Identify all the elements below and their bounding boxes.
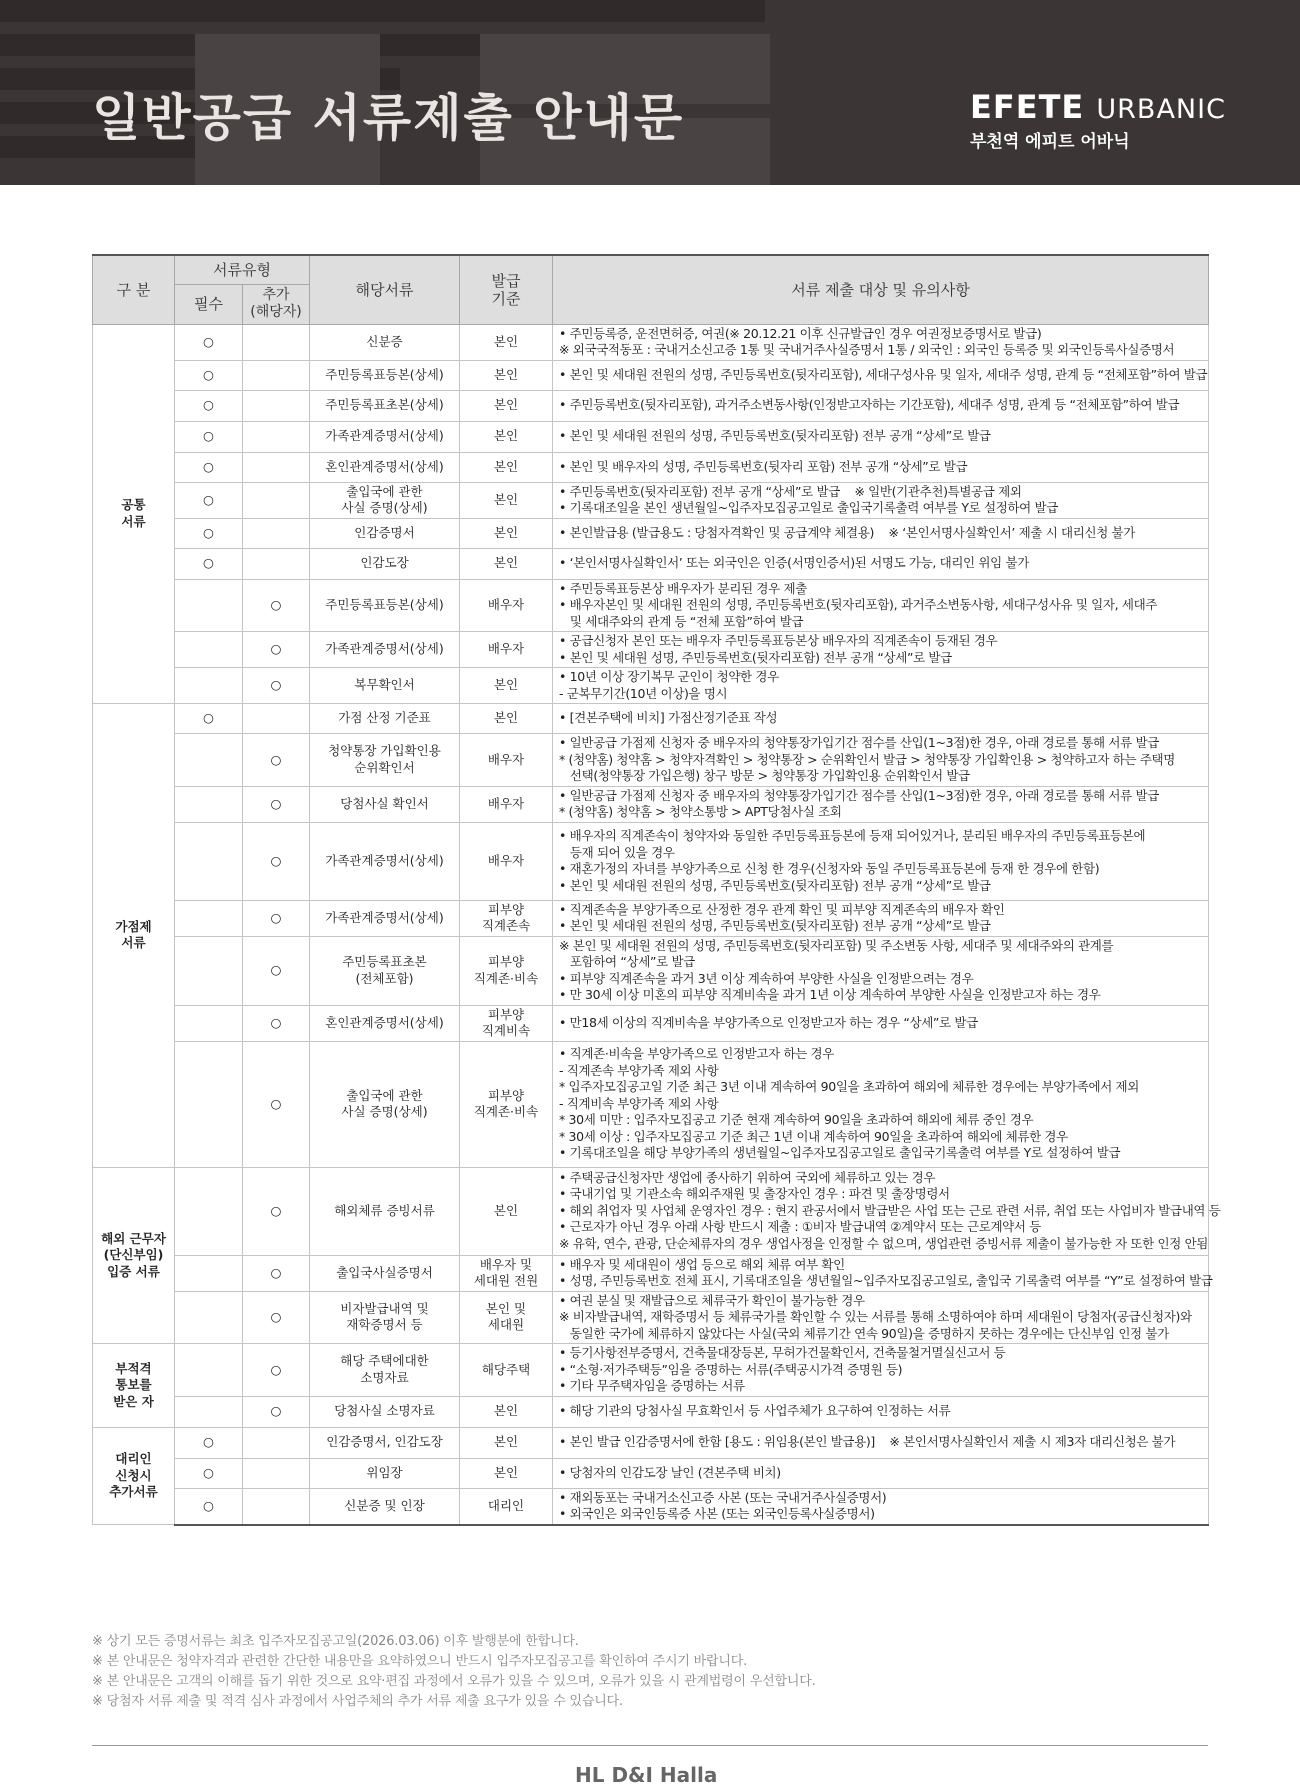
required-mark-cell [175, 1041, 243, 1167]
table-row [93, 579, 1209, 632]
required-mark-cell [175, 632, 243, 668]
note-line: • 해외 취업자 및 사업체 운영자인 경우 : 현지 관공서에서 발급받은 사업 또는 근로 관련 서류, 취업 또는 사업비자 발급내역 등 [559, 1202, 1221, 1218]
issue-basis-cell: 본인 및 세대원 [460, 1291, 553, 1344]
document-name-cell: 가족관계증명서(상세) [310, 632, 460, 668]
notes-cell [553, 936, 1209, 1005]
additional-mark-cell [243, 324, 310, 360]
document-name-cell: 당첨사실 소명자료 [310, 1396, 460, 1427]
issue-basis-cell: 본인 [460, 668, 553, 704]
additional-mark-cell: ○ [243, 1396, 310, 1427]
required-mark-cell: ○ [175, 1458, 243, 1488]
brand-main: EFETE [970, 88, 1085, 126]
header-doc-type: 서류유형 [175, 255, 310, 284]
issue-basis-cell: 본인 [460, 452, 553, 482]
document-name-cell: 주민등록표등본(상세) [310, 360, 460, 390]
required-mark-cell [175, 1344, 243, 1397]
document-name-cell: 출입국에 관한 사실 증명(상세) [310, 1041, 460, 1167]
document-name-cell: 가족관계증명서(상세) [310, 900, 460, 936]
issue-basis-cell: 본인 [460, 1167, 553, 1255]
document-name-cell: 주민등록표초본 (전체포함) [310, 936, 460, 1005]
table-row [93, 1167, 1209, 1255]
table-row [93, 360, 1209, 390]
issue-basis-cell: 본인 [460, 1458, 553, 1488]
note-line: • 재혼가정의 자녀를 부양가족으로 신청 한 경우(신청자와 동일 주민등록표등본에 등재 한 경우에 한함) [559, 861, 1100, 876]
table-row [93, 1488, 1209, 1525]
additional-mark-cell [243, 360, 310, 390]
required-mark-cell [175, 900, 243, 936]
note-line: * 입주자모집공고일 기준 최근 3년 이내 계속하여 90일을 초과하여 해외에 체류한 경우에는 부양가족에서 제외 [559, 1079, 1139, 1095]
additional-mark-cell: ○ [243, 822, 310, 900]
notes-cell [553, 452, 1209, 482]
category-cell: 해외 근무자 (단신부임) 입증 서류 [93, 1167, 175, 1344]
notes-cell [553, 668, 1209, 704]
note-line: • 재외동포는 국내거소신고증 사본 (또는 국내거주사실증명서) [559, 1489, 887, 1505]
header-document: 해당서류 [310, 255, 460, 324]
footnote: ※ 상기 모든 증명서류는 최초 입주자모집공고일(2026.03.06) 이후 발행분에 한합니다. [92, 1634, 579, 1649]
note-line: • 피부양 직계존속을 과거 3년 이상 계속하여 부양한 사실을 인정받으려는 경우 [559, 970, 974, 986]
additional-mark-cell [243, 390, 310, 421]
issue-basis-cell: 본인 [460, 421, 553, 452]
note-line: • 주민등록표등본상 배우자가 분리된 경우 제출 [559, 580, 807, 596]
note-line: * 30세 이상 : 입주자모집공고 기준 최근 1년 이내 계속하여 90일을 초과하여 해외에 체류한 경우 [559, 1128, 1068, 1144]
required-mark-cell: ○ [175, 1427, 243, 1458]
page-header [0, 0, 1300, 185]
category-cell: 공통 서류 [93, 324, 175, 704]
required-mark-cell [175, 1167, 243, 1255]
notes-cell [553, 360, 1209, 390]
notes-cell [553, 900, 1209, 936]
note-line: • 당첨자의 인감도장 날인 (견본주택 비치) [559, 1464, 781, 1480]
footnote: ※ 본 안내문은 청약자격과 관련한 간단한 내용만을 요약하였으니 반드시 입주자모집공고를 확인하여 주시기 바랍니다. [92, 1654, 747, 1669]
page-title: 일반공급 서류제출 안내문 [92, 89, 685, 147]
issue-basis-cell: 피부양 직계존속 [460, 900, 553, 936]
additional-mark-cell: ○ [243, 1041, 310, 1167]
issue-basis-cell: 본인 [460, 324, 553, 360]
note-line: 포함하여 “상세”로 발급 [559, 954, 695, 969]
company-logo: HL D&I Halla [575, 1763, 718, 1787]
notes-cell [553, 1396, 1209, 1427]
table-row [93, 518, 1209, 548]
required-mark-cell: ○ [175, 360, 243, 390]
document-name-cell: 비자발급내역 및 재학증명서 등 [310, 1291, 460, 1344]
document-name-cell: 출입국에 관한 사실 증명(상세) [310, 482, 460, 518]
table-row [93, 734, 1209, 787]
table-row [93, 1291, 1209, 1344]
table-row [93, 324, 1209, 360]
issue-basis-cell: 피부양 직계비속 [460, 1005, 553, 1041]
note-line: • 만 30세 이상 미혼의 피부양 직계비속을 과거 1년 이상 계속하여 부양한 사실을 인정받고자 하는 경우 [559, 987, 1101, 1002]
document-name-cell: 해외체류 증빙서류 [310, 1167, 460, 1255]
note-line: • 주민등록번호(뒷자리포함), 과거주소변동사항(인정받고자하는 기간포함), 세대주 성명, 관계 등 “전체포함”하여 발급 [559, 397, 1180, 413]
note-line: • 본인 및 세대원 전원의 성명, 주민등록번호(뒷자리포함) 전부 공개 “상세”로 발급 [559, 918, 991, 933]
table-row [93, 1396, 1209, 1427]
issue-basis-cell: 배우자 [460, 579, 553, 632]
additional-mark-cell [243, 704, 310, 734]
table-row [93, 822, 1209, 900]
additional-mark-cell: ○ [243, 632, 310, 668]
note-line: • [견본주택에 비치] 가점산정기준표 작성 [559, 710, 778, 726]
notes-cell [553, 1458, 1209, 1488]
additional-mark-cell: ○ [243, 579, 310, 632]
additional-mark-cell [243, 1427, 310, 1458]
required-mark-cell [175, 786, 243, 822]
document-name-cell: 위임장 [310, 1458, 460, 1488]
document-name-cell: 당첨사실 확인서 [310, 786, 460, 822]
document-name-cell: 혼인관계증명서(상세) [310, 1005, 460, 1041]
required-mark-cell: ○ [175, 704, 243, 734]
note-line: ※ 비자발급내역, 재학증명서 등 체류국가를 확인할 수 있는 서류를 통해 소명하여야 하며 세대원이 당첨자(공급신청자)와 [559, 1309, 1192, 1324]
issue-basis-cell: 해당주택 [460, 1344, 553, 1397]
document-name-cell: 혼인관계증명서(상세) [310, 452, 460, 482]
table-row [93, 390, 1209, 421]
additional-mark-cell [243, 482, 310, 518]
required-mark-cell: ○ [175, 324, 243, 360]
notes-cell [553, 1344, 1209, 1397]
issue-basis-cell: 본인 [460, 390, 553, 421]
footnote: ※ 본 안내문은 고객의 이해를 돕기 위한 것으로 요약·편집 과정에서 오류가 있을 수 있으며, 오류가 있을 시 관계법령이 우선합니다. [92, 1674, 816, 1689]
document-name-cell: 신분증 및 인장 [310, 1488, 460, 1525]
table-row [93, 1344, 1209, 1397]
note-line: • 여권 분실 및 재발급으로 체류국가 확인이 불가능한 경우 [559, 1292, 865, 1308]
note-line: • 등기사항전부증명서, 건축물대장등본, 무허가건물확인서, 건축물철거멸실신고서 등 [559, 1345, 1006, 1360]
category-cell: 대리인 신청시 추가서류 [93, 1427, 175, 1525]
additional-mark-cell [243, 518, 310, 548]
brand-logo [970, 88, 1226, 126]
table-row [93, 1427, 1209, 1458]
notes-cell [553, 548, 1209, 579]
table-row [93, 548, 1209, 579]
note-line: • 본인 및 세대원 성명, 주민등록번호(뒷자리포함) 전부 공개 “상세”로 발급 [559, 649, 952, 665]
note-line: • 공급신청자 본인 또는 배우자 주민등록표등본상 배우자의 직계존속이 등재된 경우 [559, 633, 998, 648]
table-row [93, 704, 1209, 734]
footer-divider [92, 1745, 1208, 1746]
note-line: • 기록대조일을 본인 생년월일~입주자모집공고일로 출입국기록출력 여부를 Y로 설정하여 발급 [559, 500, 1058, 515]
table-row [93, 1005, 1209, 1041]
issue-basis-cell: 배우자 [460, 786, 553, 822]
document-name-cell: 해당 주택에대한 소명자료 [310, 1344, 460, 1397]
table-row [93, 936, 1209, 1005]
table-body [93, 324, 1221, 1525]
additional-mark-cell: ○ [243, 900, 310, 936]
required-mark-cell [175, 668, 243, 704]
notes-cell [553, 1255, 1213, 1291]
additional-mark-cell: ○ [243, 1291, 310, 1344]
required-mark-cell [175, 936, 243, 1005]
issue-basis-cell: 본인 [460, 548, 553, 579]
note-line: • 본인 및 세대원 전원의 성명, 주민등록번호(뒷자리포함), 세대구성사유 및 일자, 세대주 성명, 관계 등 “전체포함”하여 발급 [559, 366, 1208, 382]
required-mark-cell [175, 734, 243, 787]
header-additional: 추가 (해당자) [243, 284, 310, 324]
document-name-cell: 청약통장 가입확인용 순위확인서 [310, 734, 460, 787]
note-line: • 기타 무주택자임을 증명하는 서류 [559, 1378, 745, 1393]
issue-basis-cell: 본인 [460, 518, 553, 548]
additional-mark-cell: ○ [243, 1344, 310, 1397]
required-mark-cell [175, 1396, 243, 1427]
required-mark-cell: ○ [175, 1488, 243, 1525]
document-name-cell: 출입국사실증명서 [310, 1255, 460, 1291]
table-row [93, 1458, 1209, 1488]
note-line: • 본인 및 배우자의 성명, 주민등록번호(뒷자리 포함) 전부 공개 “상세”로 발급 [559, 458, 968, 474]
notes-cell [553, 1427, 1209, 1458]
note-line: • 주택공급신청자만 생업에 종사하기 위하여 국외에 체류하고 있는 경우 [559, 1169, 936, 1185]
issue-basis-cell: 배우자 및 세대원 전원 [460, 1255, 553, 1291]
note-line: • 배우자의 직계존속이 청약자와 동일한 주민등록표등본에 등재 되어있거나, 분리된 배우자의 주민등록표등본에 [559, 828, 1146, 843]
note-line: ※ 본인 및 세대원 전원의 성명, 주민등록번호(뒷자리포함) 및 주소변동 사항, 세대주 및 세대주와의 관계를 [559, 937, 1114, 953]
additional-mark-cell [243, 548, 310, 579]
additional-mark-cell: ○ [243, 734, 310, 787]
header-category: 구 분 [93, 255, 175, 324]
table-row [93, 786, 1209, 822]
additional-mark-cell [243, 1458, 310, 1488]
additional-mark-cell: ○ [243, 786, 310, 822]
notes-cell [553, 1041, 1209, 1167]
note-line: - 직계비속 부양가족 제외 사항 [559, 1095, 719, 1111]
notes-cell [553, 1005, 1209, 1041]
notes-cell [553, 704, 1209, 734]
note-line: ※ 외국국적동포 : 국내거소신고증 1통 및 국내거주사실증명서 1통 / 외국인 : 외국인 등록증 및 외국인등록사실증명서 [559, 342, 1175, 357]
issue-basis-cell: 배우자 [460, 734, 553, 787]
required-mark-cell [175, 1291, 243, 1344]
additional-mark-cell: ○ [243, 668, 310, 704]
header-notes: 서류 제출 대상 및 유의사항 [553, 255, 1209, 324]
note-line: • 만18세 이상의 직계비속을 부양가족으로 인정받고자 하는 경우 “상세”로 발급 [559, 1014, 978, 1030]
footnotes [92, 1632, 816, 1712]
additional-mark-cell [243, 452, 310, 482]
additional-mark-cell: ○ [243, 1167, 310, 1255]
note-line: • “소형·저가주택등”임을 증명하는 서류(주택공시가격 증명원 등) [559, 1361, 903, 1377]
note-line: • 10년 이상 장기복무 군인이 청약한 경우 [559, 669, 779, 684]
additional-mark-cell: ○ [243, 936, 310, 1005]
note-line: - 직계존속 부양가족 제외 사항 [559, 1062, 719, 1078]
document-name-cell: 복무확인서 [310, 668, 460, 704]
additional-mark-cell: ○ [243, 1255, 310, 1291]
required-mark-cell [175, 822, 243, 900]
issue-basis-cell: 배우자 [460, 822, 553, 900]
issue-basis-cell: 피부양 직계존·비속 [460, 1041, 553, 1167]
table-row [93, 632, 1209, 668]
document-name-cell: 주민등록표등본(상세) [310, 579, 460, 632]
document-name-cell: 주민등록표초본(상세) [310, 390, 460, 421]
document-name-cell: 인감증명서, 인감도장 [310, 1427, 460, 1458]
document-table [92, 254, 1221, 1526]
required-mark-cell: ○ [175, 518, 243, 548]
table-row [93, 1041, 1209, 1167]
notes-cell [553, 786, 1209, 822]
document-name-cell: 신분증 [310, 324, 460, 360]
required-mark-cell [175, 579, 243, 632]
note-line: • 배우자 및 세대원이 생업 등으로 해외 체류 여부 확인 [559, 1256, 845, 1272]
note-line: • 외국인은 외국인등록증 사본 (또는 외국인등록사실증명서) [559, 1506, 875, 1521]
note-line: • 주민등록증, 운전면허증, 여권(※ 20.12.21 이후 신규발급인 경우 여권정보증명서로 발급) [559, 325, 1042, 341]
document-name-cell: 가점 산정 기준표 [310, 704, 460, 734]
table-row [93, 900, 1209, 936]
note-line: • 본인 및 세대원 전원의 성명, 주민등록번호(뒷자리포함) 전부 공개 “상세”로 발급 [559, 877, 991, 893]
category-cell: 가점제 서류 [93, 704, 175, 1168]
note-line: • 기록대조일을 해당 부양가족의 생년월일~입주자모집공고일로 출입국기록출력 여부를 Y로 설정하여 발급 [559, 1145, 1121, 1161]
note-line: • 직계존·비속을 부양가족으로 인정받고자 하는 경우 [559, 1046, 834, 1062]
note-line: * (청약홈) 청약홈 > 청약자격확인 > 청약통장 > 순위확인서 발급 > 청약통장 가입확인용 > 청약하고자 하는 주택명 [559, 751, 1175, 767]
note-line: * (청약홈) 청약홈 > 청약소통방 > APT당첨사실 조회 [559, 804, 842, 819]
note-line: 등재 되어 있을 경우 [559, 844, 675, 860]
additional-mark-cell [243, 1488, 310, 1525]
table-row [93, 1255, 1209, 1291]
required-mark-cell [175, 1255, 243, 1291]
note-line: • 주민등록번호(뒷자리포함) 전부 공개 “상세”로 발급 ※ 일반(기관추천)특별공급 제외 [559, 483, 1022, 499]
header-stripe [0, 0, 765, 22]
table-row [93, 668, 1209, 704]
brand-sub: URBANIC [1096, 94, 1226, 125]
note-line: • 성명, 주민등록번호 전체 표시, 기록대조일을 생년월일~입주자모집공고일로, 출입국 기록출력 여부를 “Y”로 설정하여 발급 [559, 1273, 1213, 1288]
notes-cell [553, 822, 1209, 900]
notes-cell [553, 579, 1209, 632]
issue-basis-cell: 본인 [460, 482, 553, 518]
document-name-cell: 가족관계증명서(상세) [310, 822, 460, 900]
notes-cell [553, 632, 1209, 668]
issue-basis-cell: 대리인 [460, 1488, 553, 1525]
note-line: 동일한 국가에 체류하지 않았다는 사실(국외 체류기간 연속 90일)을 증명하지 못하는 경우에는 단신부임 인정 불가 [559, 1325, 1169, 1341]
notes-cell [553, 324, 1209, 360]
note-line: 및 세대주와의 관계 등 “전체 포함”하여 발급 [559, 613, 804, 629]
note-line: ※ 유학, 연수, 관광, 단순체류자의 경우 생업사정을 인정할 수 없으며, 생업관련 증빙서류 제출이 불가능한 자 또한 인정 안됨 [559, 1235, 1209, 1251]
note-line: • 본인 발급 인감증명서에 한함 [용도 : 위임용(본인 발급용)] ※ 본인서명사실확인서 제출 시 제3자 대리신청은 불가 [559, 1434, 1176, 1450]
note-line: • 일반공급 가점제 신청자 중 배우자의 청약통장가입기간 점수를 산입(1~3점)한 경우, 아래 경로를 통해 서류 발급 [559, 735, 1159, 750]
required-mark-cell: ○ [175, 421, 243, 452]
issue-basis-cell: 본인 [460, 1396, 553, 1427]
note-line: • ‘본인서명사실확인서’ 또는 외국인은 인증(서명인증서)된 서명도 가능, 대리인 위임 불가 [559, 555, 1029, 571]
notes-cell [553, 734, 1209, 787]
required-mark-cell: ○ [175, 452, 243, 482]
required-mark-cell [175, 1005, 243, 1041]
note-line: • 본인발급용 (발급용도 : 당첨자격확인 및 공급계약 체결용) ※ ‘본인서명사실확인서’ 제출 시 대리신청 불가 [559, 524, 1136, 540]
brand-korean-name: 부천역 에피트 어바닉 [970, 132, 1130, 152]
issue-basis-cell: 본인 [460, 1427, 553, 1458]
required-mark-cell: ○ [175, 390, 243, 421]
additional-mark-cell [243, 421, 310, 452]
table-row [93, 452, 1209, 482]
notes-cell [553, 482, 1209, 518]
issue-basis-cell: 본인 [460, 704, 553, 734]
document-name-cell: 인감도장 [310, 548, 460, 579]
issue-basis-cell: 배우자 [460, 632, 553, 668]
note-line: • 국내기업 및 기관소속 해외주재원 및 출장자인 경우 : 파견 및 출장명령서 [559, 1186, 950, 1202]
category-cell: 부적격 통보를 받은 자 [93, 1344, 175, 1428]
note-line: • 근로자가 아닌 경우 아래 사항 반드시 제출 : ①비자 발급내역 ②계약서 또는 근로계약서 등 [559, 1219, 1041, 1235]
footnote: ※ 당첨자 서류 제출 및 적격 심사 과정에서 사업주체의 추가 서류 제출 요구가 있을 수 있습니다. [92, 1694, 623, 1709]
notes-cell [553, 518, 1209, 548]
note-line: • 직계존속을 부양가족으로 산정한 경우 관계 확인 및 피부양 직계존속의 배우자 확인 [559, 901, 1005, 917]
issue-basis-cell: 본인 [460, 360, 553, 390]
header-required: 필수 [175, 284, 243, 324]
note-line: * 30세 미만 : 입주자모집공고 기준 현재 계속하여 90일을 초과하여 해외에 체류 중인 경우 [559, 1112, 1034, 1128]
required-mark-cell: ○ [175, 482, 243, 518]
notes-cell [553, 1488, 1209, 1525]
document-name-cell: 가족관계증명서(상세) [310, 421, 460, 452]
note-line: 선택(청약통장 가입은행) 창구 방문 > 청약통장 가입확인용 순위확인서 발급 [559, 768, 970, 783]
note-line: • 배우자본인 및 세대원 전원의 성명, 주민등록번호(뒷자리포함), 과거주소변동사항, 세대구성사유 및 일자, 세대주 [559, 597, 1158, 612]
issue-basis-cell: 피부양 직계존·비속 [460, 936, 553, 1005]
note-line: • 본인 및 세대원 전원의 성명, 주민등록번호(뒷자리포함) 전부 공개 “상세”로 발급 [559, 428, 991, 444]
note-line: - 군복무기간(10년 이상)을 명시 [559, 685, 728, 701]
notes-cell [553, 421, 1209, 452]
note-line: • 일반공급 가점제 신청자 중 배우자의 청약통장가입기간 점수를 산입(1~3점)한 경우, 아래 경로를 통해 서류 발급 [559, 787, 1159, 803]
notes-cell [553, 390, 1209, 421]
document-name-cell: 인감증명서 [310, 518, 460, 548]
header-basis: 발급 기준 [460, 255, 553, 324]
note-line: • 해당 기관의 당첨사실 무효확인서 등 사업주체가 요구하여 인정하는 서류 [559, 1403, 951, 1419]
notes-cell [553, 1291, 1209, 1344]
additional-mark-cell: ○ [243, 1005, 310, 1041]
table-row [93, 482, 1209, 518]
required-mark-cell: ○ [175, 548, 243, 579]
table-row [93, 421, 1209, 452]
notes-cell [553, 1167, 1221, 1255]
